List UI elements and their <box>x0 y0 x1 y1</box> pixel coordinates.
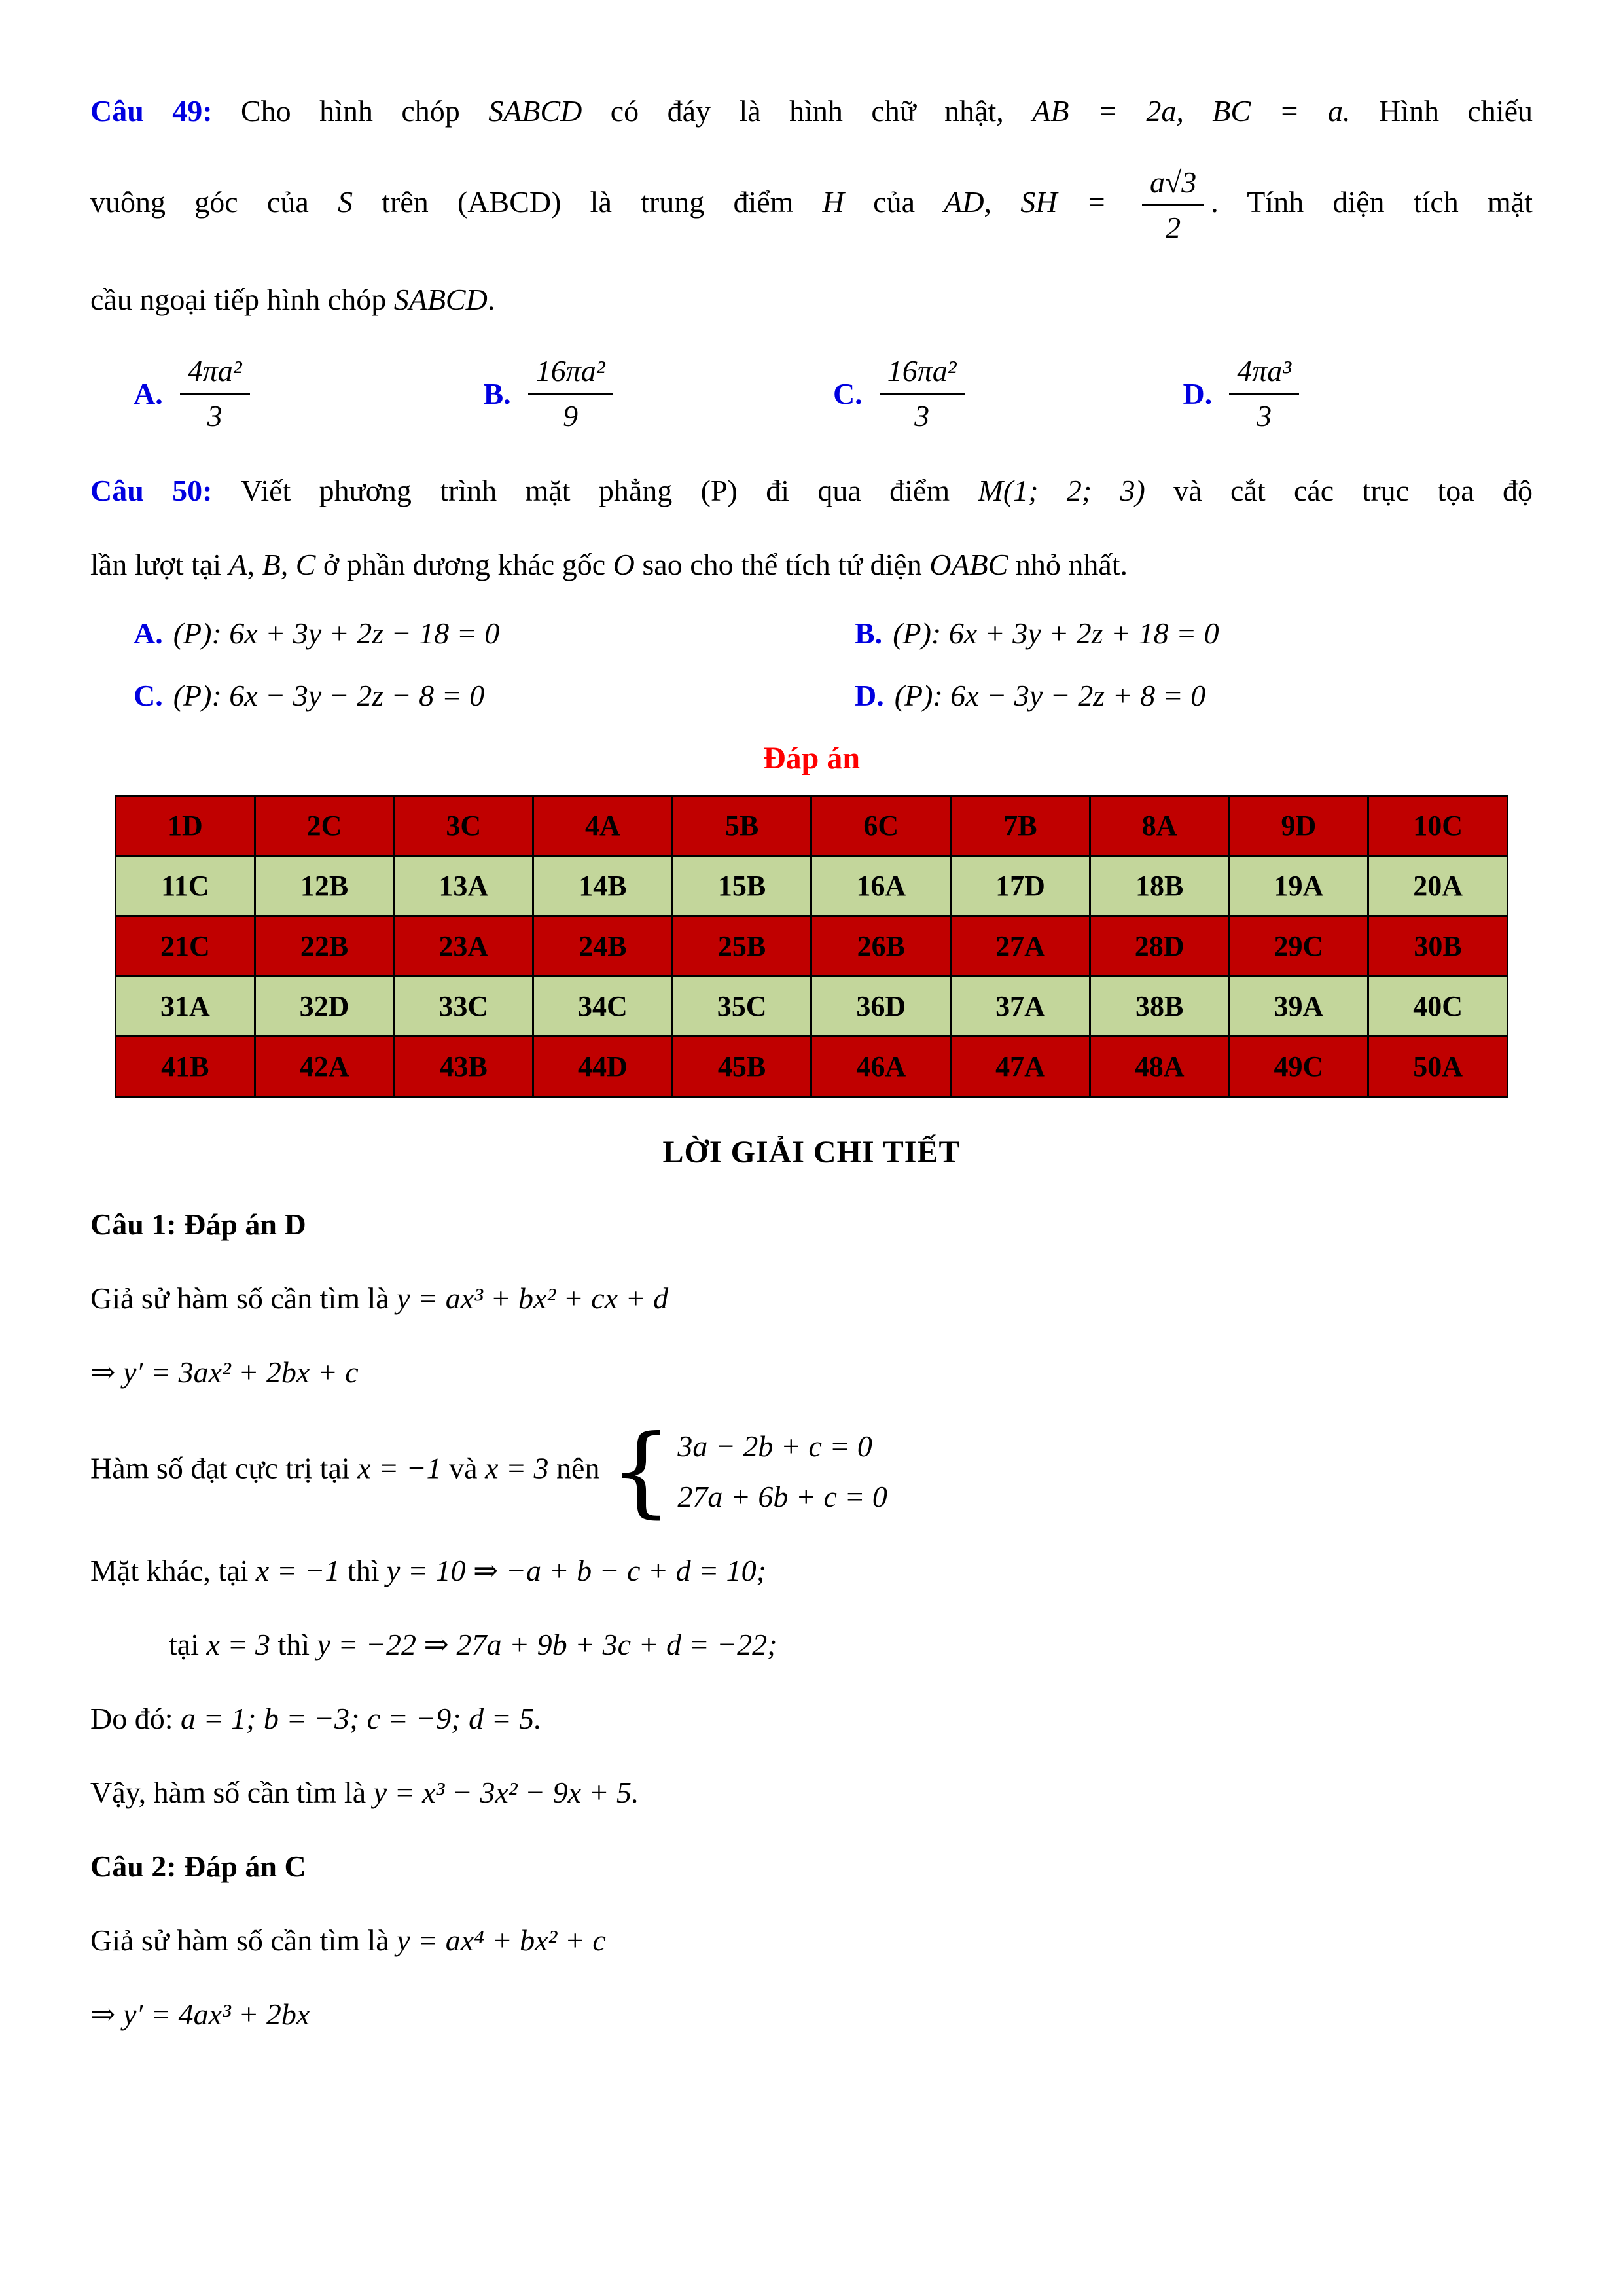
answer-cell: 44D <box>533 1037 673 1097</box>
q50-option-b <box>812 616 1533 651</box>
inline-fraction <box>1142 162 1204 248</box>
answer-cell: 34C <box>533 977 673 1037</box>
system-brace: { <box>609 1414 673 1528</box>
answer-cell: 42A <box>255 1037 394 1097</box>
answer-cell: 9D <box>1229 796 1368 856</box>
q50-option-a-expr: (P): 6x + 3y + 2z − 18 = 0 <box>173 617 500 651</box>
fraction-numerator: 4πa³ <box>1229 351 1299 395</box>
q49-option-a-fraction <box>180 351 250 437</box>
answer-cell: 12B <box>255 856 394 916</box>
solution-2-line-1: Giả sử hàm số cần tìm là y = ax⁴ + bx² + c <box>90 1924 606 1958</box>
solution-2-header: Câu 2: Đáp án C <box>90 1850 306 1884</box>
answer-cell: 39A <box>1229 977 1368 1037</box>
answer-cell: 14B <box>533 856 673 916</box>
fraction-denominator: 2 <box>1166 211 1181 245</box>
solution-1-line-6: Do đó: a = 1; b = −3; c = −9; d = 5. <box>90 1702 542 1736</box>
q49-option-b-letter: B. <box>483 377 511 411</box>
answer-cell: 24B <box>533 916 673 977</box>
answer-cell: 17D <box>951 856 1090 916</box>
fraction-numerator: a√3 <box>1142 162 1204 206</box>
answer-cell: 19A <box>1229 856 1368 916</box>
fraction-numerator: 16πa² <box>880 351 965 395</box>
answer-cell: 43B <box>394 1037 533 1097</box>
q49-option-b <box>484 351 834 437</box>
q49-option-d-fraction <box>1229 351 1299 437</box>
answer-cell: 28D <box>1090 916 1229 977</box>
solution-1-line-2: ⇒ y′ = 3ax² + 2bx + c <box>90 1355 359 1390</box>
solution-1-line-3: Hàm số đạt cực trị tại x = −1 và x = 3 nên { 3a − 2b + c = 0 27a + 6b + c = 0 <box>90 1414 887 1528</box>
answer-cell: 40C <box>1368 977 1508 1037</box>
answer-cell: 3C <box>394 796 533 856</box>
solution-1-line-1: Giả sử hàm số cần tìm là y = ax³ + bx² + cx + d <box>90 1282 669 1316</box>
q50-text-line-1: Câu 50: Viết phương trình mặt phẳng (P) đi qua điểm M(1; 2; 3) và cắt các trục tọa độ <box>90 474 1533 508</box>
q50-option-c-letter: C. <box>134 679 163 713</box>
q49-text-line-3: cầu ngoại tiếp hình chóp SABCD. <box>90 283 495 317</box>
fraction-denominator: 3 <box>207 399 223 433</box>
equation-system <box>607 1414 887 1528</box>
answer-cell: 2C <box>255 796 394 856</box>
answer-cell: 8A <box>1090 796 1229 856</box>
answer-cell: 21C <box>116 916 255 977</box>
q49-option-d <box>1183 351 1533 437</box>
answer-cell: 33C <box>394 977 533 1037</box>
answer-cell: 31A <box>116 977 255 1037</box>
q50-option-d <box>812 678 1533 713</box>
answer-cell: 35C <box>672 977 812 1037</box>
q49-text-line-2: vuông góc của S trên (ABCD) là trung điểm H của AD, SH = $\frac{a√3}{2}$ . Tính diện tích mặt <box>90 162 1533 248</box>
answer-cell: 32D <box>255 977 394 1037</box>
answer-cell: 50A <box>1368 1037 1508 1097</box>
answer-cell: 36D <box>812 977 951 1037</box>
q50-text-line-2: lần lượt tại A, B, C ở phần dương khác gốc O sao cho thể tích tứ diện OABC nhỏ nhất. <box>90 548 1128 582</box>
answer-cell: 48A <box>1090 1037 1229 1097</box>
system-equation: 27a + 6b + c = 0 <box>677 1480 887 1514</box>
q50-options <box>90 616 1533 713</box>
q49-option-b-fraction <box>528 351 613 437</box>
solution-1-line-7: Vậy, hàm số cần tìm là y = x³ − 3x² − 9x + 5. <box>90 1776 639 1810</box>
fraction-denominator: 9 <box>563 399 579 433</box>
q49-option-a-letter: A. <box>134 377 163 411</box>
q50-option-c <box>90 678 812 713</box>
answer-cell: 22B <box>255 916 394 977</box>
answer-cell: 30B <box>1368 916 1508 977</box>
answer-cell: 45B <box>672 1037 812 1097</box>
answer-cell: 46A <box>812 1037 951 1097</box>
answer-cell: 4A <box>533 796 673 856</box>
answer-cell: 26B <box>812 916 951 977</box>
answer-cell: 29C <box>1229 916 1368 977</box>
answers-table-body <box>116 796 1508 1097</box>
fraction-numerator: 4πa² <box>180 351 250 395</box>
answer-cell: 5B <box>672 796 812 856</box>
answer-cell: 27A <box>951 916 1090 977</box>
fraction-denominator: 3 <box>1257 399 1272 433</box>
solutions-title: LỜI GIẢI CHI TIẾT <box>662 1135 961 1170</box>
answer-cell: 13A <box>394 856 533 916</box>
answer-cell: 41B <box>116 1037 255 1097</box>
answer-cell: 16A <box>812 856 951 916</box>
answer-cell: 25B <box>672 916 812 977</box>
solution-1-line-5: tại x = 3 thì y = −22 ⇒ 27a + 9b + 3c + d = −22; <box>169 1628 777 1662</box>
q49-option-a <box>134 351 484 437</box>
q50-option-a-letter: A. <box>134 617 163 651</box>
answer-cell: 23A <box>394 916 533 977</box>
answer-row <box>116 1037 1508 1097</box>
q49-text-line-1: Câu 49: Cho hình chóp SABCD có đáy là hình chữ nhật, AB = 2a, BC = a. Hình chiếu <box>90 94 1533 128</box>
answer-cell: 47A <box>951 1037 1090 1097</box>
answer-row <box>116 977 1508 1037</box>
q49-option-d-letter: D. <box>1183 377 1213 411</box>
answers-table <box>115 795 1508 1098</box>
q49-option-c-letter: C. <box>833 377 863 411</box>
q50-option-d-letter: D. <box>855 679 884 713</box>
answer-cell: 20A <box>1368 856 1508 916</box>
q50-option-c-expr: (P): 6x − 3y − 2z − 8 = 0 <box>173 679 485 713</box>
q49-options <box>90 351 1533 437</box>
answer-row <box>116 916 1508 977</box>
answer-cell: 37A <box>951 977 1090 1037</box>
fraction-denominator: 3 <box>914 399 930 433</box>
answer-cell: 38B <box>1090 977 1229 1037</box>
answer-cell: 7B <box>951 796 1090 856</box>
q50-option-a <box>90 616 812 651</box>
answer-cell: 49C <box>1229 1037 1368 1097</box>
system-equation: 3a − 2b + c = 0 <box>677 1429 872 1463</box>
q50-option-b-letter: B. <box>855 617 883 651</box>
solution-1-line-4: Mặt khác, tại x = −1 thì y = 10 ⇒ −a + b − c + d = 10; <box>90 1554 766 1588</box>
fraction-numerator: 16πa² <box>528 351 613 395</box>
q49-option-c-fraction <box>880 351 965 437</box>
answer-row <box>116 796 1508 856</box>
answer-cell: 1D <box>116 796 255 856</box>
answer-cell: 10C <box>1368 796 1508 856</box>
solution-1-header: Câu 1: Đáp án D <box>90 1208 306 1242</box>
solution-2-line-2: ⇒ y′ = 4ax³ + 2bx <box>90 1998 310 2032</box>
answer-cell: 18B <box>1090 856 1229 916</box>
system-equations <box>677 1424 887 1519</box>
answer-cell: 6C <box>812 796 951 856</box>
q49-option-c <box>833 351 1183 437</box>
answers-title: Đáp án <box>762 741 861 776</box>
answer-cell: 11C <box>116 856 255 916</box>
answer-cell: 15B <box>672 856 812 916</box>
answer-row <box>116 856 1508 916</box>
q50-option-d-expr: (P): 6x − 3y − 2z + 8 = 0 <box>894 679 1206 713</box>
q50-option-b-expr: (P): 6x + 3y + 2z + 18 = 0 <box>893 617 1219 651</box>
